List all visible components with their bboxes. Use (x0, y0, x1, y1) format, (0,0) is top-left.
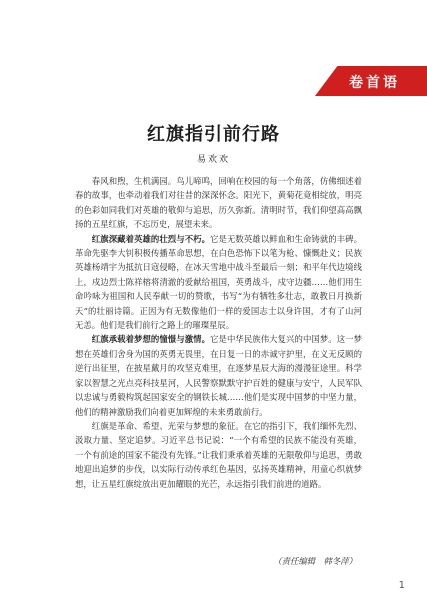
article-title: 红旗指引前行路 (147, 124, 280, 145)
paragraph-4 (75, 419, 362, 491)
paragraph-3 (75, 332, 362, 418)
section-banner (315, 66, 427, 96)
article-author: 易欢欢 (196, 155, 230, 165)
section-label: 卷首语 (349, 75, 400, 91)
paragraph-text: 它是中华民族伟大复兴的中国梦。这一梦想在英雄们舍身为国的英勇无畏里，在日复一日的赤诚守护里，在义无反顾的逆行出征里，在披星戴月的攻坚克难里，在逐梦星辰大海的漫漫征途里。科学家以智慧之光点亮科技星河，人民警察默默守护百姓的健康与安宁，人民军队以忠诚与勇毅构筑起国家安全的钢铁长城……他们是实现中国梦的中坚力量，他们的精神激励我们向着更加辉煌的未来勇敢前行。 (75, 334, 363, 417)
paragraph-text: 红旗是革命、希望、光荣与梦想的象征。在它的指引下，我们缅怀先烈、汲取力量、坚定追梦。习近平总书记说：“一个有希望的民族不能没有英雄，一个有前途的国家不能没有先锋。”让我们秉承着英雄的无限敬仰与追思，勇敢地迎出追梦的步伐，以实际行动传承红色基因，弘扬英雄精神，用童心织就梦想，让五星红旗绽放出更加耀眼的光芒，永远指引我们前进的道路。 (75, 420, 362, 489)
paragraph-1 (75, 174, 362, 232)
paragraph-2 (75, 232, 362, 333)
paragraph-lead: 红旗深藏着英雄的壮烈与不朽。 (91, 233, 211, 244)
paragraph-text: 它是无数英雄以鲜血和生命铸就的丰碑。革命先驱李大钊积极传播革命思想，在白色恐怖下以笔为枪、慷慨赴义；民族英雄杨靖宇为抵抗日寇侵略，在冰天雪地中战斗至最后一刻；和平年代边境线上，戍边烈士陈祥榕将清澈的爱献给祖国，英勇战斗，戍守边疆……他们用生命吟咏为祖国和人民奉献一切的赞歌，书写“为有牺牲多壮志，敢教日月换新天”的壮丽诗篇。正因为有无数像他们一样的爱国志士以身许国，才有了山河无恙。他们是我们前行之路上的璀璨星辰。 (75, 233, 363, 331)
paragraph-lead: 红旗承载着梦想的憧憬与激情。 (91, 334, 211, 345)
page-number: 1 (398, 580, 405, 591)
paragraph-text: 春风和煦，生机满园。鸟儿啼鸣，回响在校园的每一个角落，仿佛细述着春的故事，也牵动着我们对往昔的深深怀念。阳光下，黄菊花竟相绽放，明亮的色彩如同我们对英雄的敬仰与追思，历久弥新。清明时节，我们仰望高高飘扬的五星红旗，不忘历史，展望未来。 (75, 176, 362, 230)
editor-note: （责任编辑 韩冬萍） (273, 556, 357, 566)
article-body (75, 174, 362, 491)
